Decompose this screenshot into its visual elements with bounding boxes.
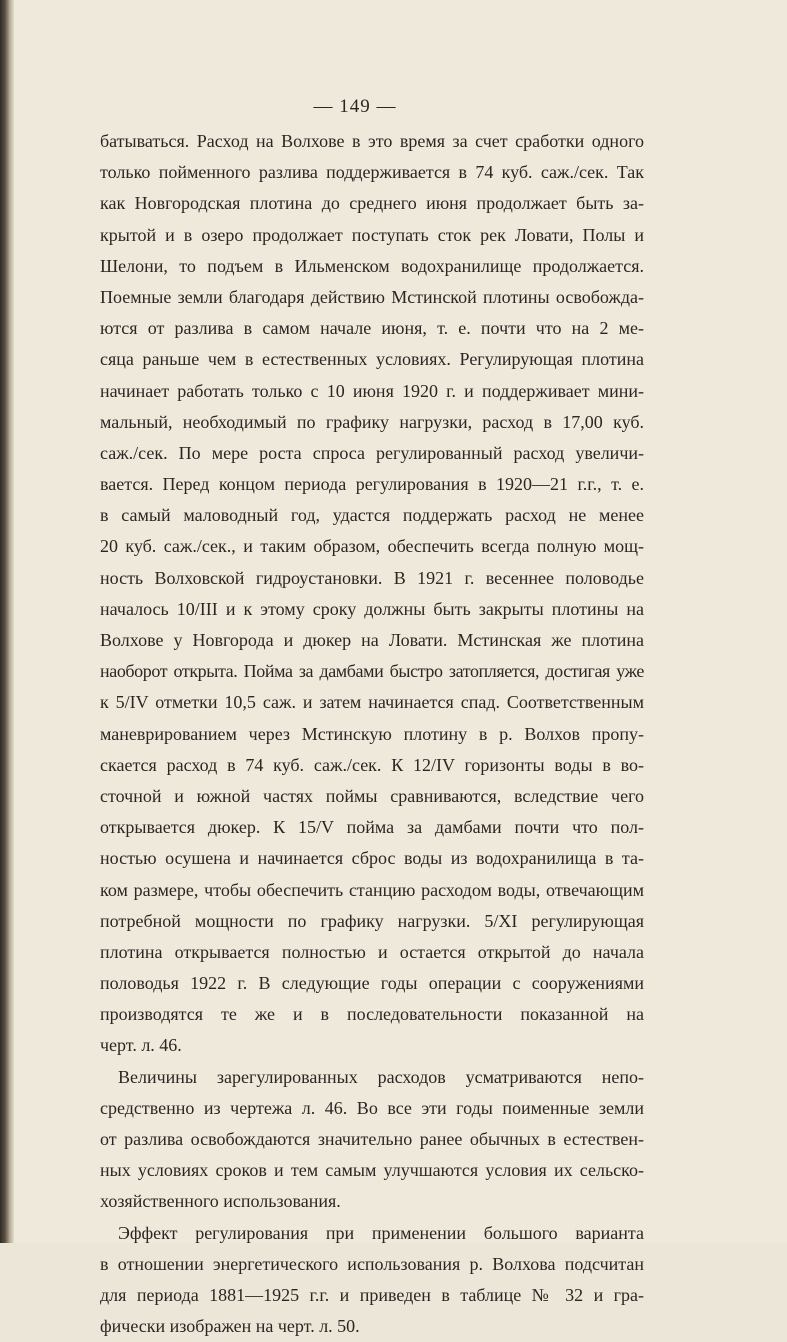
text-line: наоборот открыта. Пойма за дамбами быстро затопляется, достигая уже <box>100 661 644 682</box>
text-line: открывается дюкер. К 15/V пойма за дамбами почти что пол- <box>100 817 644 838</box>
text-line: в отношении энергетического использования р. Волхова подсчитан <box>100 1253 644 1274</box>
text-line: средственно из чертежа л. 46. Во все эти годы поименные земли <box>100 1097 644 1118</box>
text-line: потребной мощности по графику нагрузки. 5/XI регулирующая <box>100 910 644 931</box>
text-line: для периода 1881—1925 г.г. и приведен в таблице № 32 и гра- <box>100 1284 644 1305</box>
text-line: батываться. Расход на Волхове в это время за счет сработки одного <box>100 131 644 151</box>
text-line: крытой и в озеро продолжает поступать сток рек Ловати, Полы и <box>100 224 644 245</box>
text-line: Поемные земли благодаря действию Мстинской плотины освобожда- <box>100 286 644 307</box>
text-line: началось 10/III и к этому сроку должны быть закрыты плотины на <box>100 598 644 619</box>
text-line: скается расход в 74 куб. саж./сек. К 12/IV горизонты воды в во- <box>100 754 644 775</box>
text-line: ностью осушена и начинается сброс воды из водохранилища в та- <box>100 848 644 869</box>
text-line: хозяйственного использования. <box>100 1191 341 1212</box>
text-line: маневрированием через Мстинскую плотину в р. Волхов пропу- <box>100 723 644 744</box>
text-line: ность Волховской гидроустановки. В 1921 г. весеннее половодье <box>100 567 644 588</box>
text-line: 20 куб. саж./сек., и таким образом, обеспечить всегда полную мощ- <box>100 536 644 557</box>
text-line: саж./сек. По мере роста спроса регулированный расход увеличи- <box>100 442 644 463</box>
text-line: половодья 1922 г. В следующие годы операции с сооружениями <box>100 973 644 994</box>
text-line: ком размере, чтобы обеспечить станцию расходом воды, отвечающим <box>100 879 644 900</box>
text-line: мальный, необходимый по графику нагрузки, расход в 17,00 куб. <box>100 411 644 432</box>
text-line: сяца раньше чем в естественных условиях. Регулирующая плотина <box>100 349 644 370</box>
text-line: плотина открывается полностью и остается открытой до начала <box>100 941 644 962</box>
text-line: вается. Перед концом периода регулирования в 1920—21 г.г., т. е. <box>100 474 644 495</box>
text-line: к 5/IV отметки 10,5 саж. и затем начинается спад. Соответственным <box>100 692 644 713</box>
text-line: начинает работать только с 10 июня 1920 г. и поддерживает мини- <box>100 380 644 401</box>
text-line: Волхове у Новгорода и дюкер на Ловати. Мстинская же плотина <box>100 630 644 650</box>
text-line: в самый маловодный год, удастся поддержать расход не менее <box>100 505 644 526</box>
text-line: Величины зарегулированных расходов усматриваются непо- <box>118 1066 644 1087</box>
text-line: Шелони, то подъем в Ильменском водохранилище продолжается. <box>100 255 644 276</box>
text-line: Эффект регулирования при применении большого варианта <box>118 1222 644 1243</box>
text-line: ются от разлива в самом начале июня, т. е. почти что на 2 ме- <box>100 318 644 339</box>
text-line: фически изображен на черт. л. 50. <box>100 1316 360 1337</box>
text-line: черт. л. 46. <box>100 1035 182 1056</box>
text-line: как Новгородская плотина до среднего июня продолжает быть за- <box>100 193 644 214</box>
body-text <box>100 126 644 1342</box>
text-line: от разлива освобождаются значительно ранее обычных в естествен- <box>100 1129 644 1149</box>
text-line: ных условиях сроков и тем самым улучшаются условия их сельско- <box>100 1160 644 1181</box>
page-binding-shadow <box>0 0 14 1243</box>
text-line: производятся те же и в последовательности показанной на <box>100 1004 644 1025</box>
text-line: только пойменного разлива поддерживается в 74 куб. саж./сек. Так <box>100 162 644 183</box>
text-line: сточной и южной частях поймы сравниваются, вследствие чего <box>100 785 644 806</box>
page-number: — 149 — <box>313 96 397 117</box>
